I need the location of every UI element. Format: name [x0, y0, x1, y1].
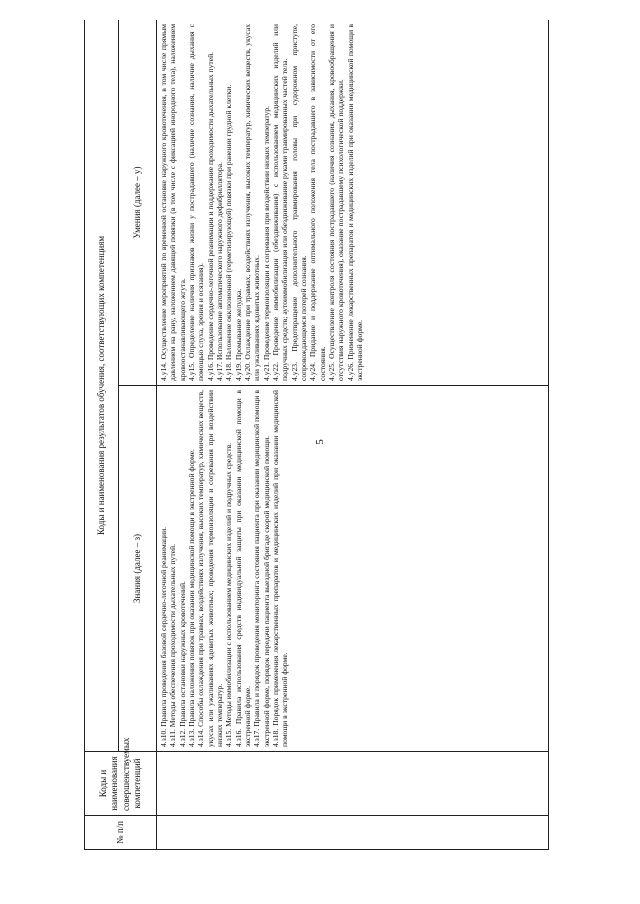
header-knowledge: Знания (далее – з) [119, 386, 157, 752]
knowledge-cell [157, 386, 549, 752]
skill-item: 4.у17. Использование автоматического наружного дефибриллятора. [214, 162, 224, 381]
competency-table [84, 20, 549, 850]
skill-item: 4.у21. Проведение термоизоляции и согревания при воздействии низких температур. [261, 105, 271, 381]
skill-item: 4.у24. Придание и поддержание оптимального положения тела пострадавшего в зависимости от его состояния. [308, 24, 327, 381]
knowledge-item: 4.з13. Правила наложения повязок при оказании медицинской помощи в экстренной форме. [186, 449, 196, 747]
knowledge-item: 4.з18. Порядок применения лекарственных препаратов и медицинских изделий при оказании медицинской помощи в экстренной форме. [270, 390, 290, 747]
header-skills: Умения (далее – у) [119, 20, 157, 386]
codes-cell [157, 752, 549, 816]
skill-item: 4.у26. Применение лекарственных препаратов и медицинских изделий при оказании медицинской помощи в экстренной форме. [345, 24, 364, 381]
skill-item: 4.у23. Предотвращение дополнительного травмирования головы при судорожном приступе, сопровождающемся потерей сознания. [289, 24, 308, 381]
knowledge-item: 4.з14. Способы охлаждения при травмах, воздействиях излучения, высоких температур, химических веществ, укусах или ужаливаниях ядовитых животных; проведения термоизоляции и согревания при воздействии низких температур. [196, 390, 224, 747]
skill-item: 4.у15. Определение наличия признаков жизни у пострадавшего (наличие сознания, наличие дыхания с помощью слуха, зрения и осязания). [186, 24, 206, 381]
knowledge-item: 4.з17. Правила и порядок проведения мониторинга состояния пациента при оказании медицинской помощи в экстренной форме, порядок передачи пациента выездной бригаде скорой медицинской помощи. [252, 390, 271, 747]
skill-item: 4.у20. Охлаждение при травмах, воздействиях излучения, высоких температур, химических веществ, укусах или ужаливаниях ядовитых животных. [242, 24, 262, 381]
header-results: Коды и наименования результатов обучения, соответствующих компетенциям [85, 20, 119, 752]
header-row-2 [119, 20, 157, 850]
knowledge-item: 4.з10. Правила проведения базовой сердечно-легочной реанимации. [159, 526, 168, 747]
skill-item: 4.у16. Проведение сердечно-легочной реанимации и поддержание проходимости дыхательных путей. [205, 51, 215, 381]
skill-item: 4.у18. Наложение окклюзионной (герметизирующей) повязки при ранении грудной клетки. [224, 84, 234, 381]
skill-item: 4.у25. Осуществление контроля состояния пострадавшего (наличия сознания, дыхания, кровообращения и отсутствия наружного кровотечения), оказание пострадавшему психологической поддержки. [326, 24, 346, 381]
skill-item: 4.у14. Осуществление мероприятий по временной остановке наружного кровотечения, в том числе прямым давлением на рану, наложением давящей повязки (в том числе с фиксацией инородного тела), наложением кровоостанавливающего жгута. [159, 24, 187, 381]
header-codes: Коды и наименования совершенствуемых компетенций [85, 752, 157, 816]
knowledge-item: 4.з12. Правила остановки наружных кровотечений. [177, 581, 187, 747]
header-number: № п/п [85, 816, 157, 850]
skills-cell [157, 20, 549, 386]
knowledge-item: 4.з15. Методы иммобилизации с использованием медицинских изделий и подручных средств. [224, 442, 234, 747]
skill-item: 4.у19. Промывание желудка. [233, 288, 243, 381]
document-page [84, 20, 549, 850]
page-number: 5 [314, 439, 326, 445]
body-row [157, 20, 549, 850]
skill-item: 4.у22. Проведение иммобилизации (обездвиживания) с использованием медицинских изделий или подручных средств; аутоиммобилизация или обездвиживание руками травмированных частей тела. [270, 24, 290, 381]
header-row-1 [85, 20, 119, 850]
rotated-table-wrapper [84, 20, 549, 850]
number-cell [157, 816, 549, 850]
knowledge-item: 4.з11. Методы обеспечения проходимости дыхательных путей. [168, 543, 178, 747]
knowledge-item: 4.з16. Правила использования средств индивидуальной защиты при оказании медицинской помощи в экстренной форме. [233, 390, 252, 747]
